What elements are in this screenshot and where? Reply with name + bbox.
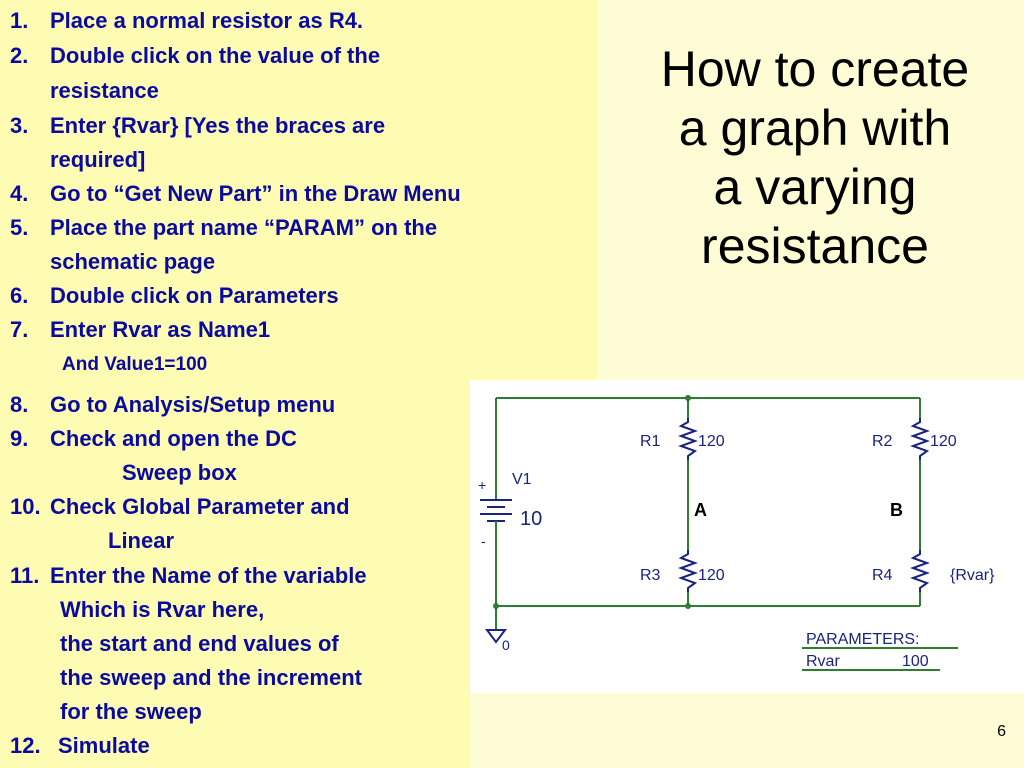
param-value: 100: [902, 653, 929, 670]
step-text: Go to Analysis/Setup menu: [50, 392, 336, 417]
step-text: the start and end values of: [60, 631, 339, 656]
step-number: 10.: [10, 494, 41, 519]
slide-title: [610, 40, 1020, 276]
step-number: 7.: [10, 317, 29, 342]
step-text: schematic page: [50, 249, 216, 274]
r1-name: R1: [640, 433, 661, 450]
step-number: 4.: [10, 181, 29, 206]
title-line: resistance: [701, 218, 929, 274]
step-text: Go to “Get New Part” in the Draw Menu: [50, 181, 461, 206]
v1-value: 10: [520, 508, 543, 530]
step-text: Simulate: [58, 733, 150, 758]
page-number: 6: [997, 723, 1006, 740]
step-text: the sweep and the increment: [60, 665, 362, 690]
step-number: 3.: [10, 113, 29, 138]
title-line: a graph with: [678, 100, 952, 156]
title-line: a varying: [713, 159, 917, 215]
step-number: 1.: [10, 8, 29, 33]
schematic-svg: [470, 380, 1024, 693]
step-text: Enter Rvar as Name1: [50, 317, 271, 342]
step-number: 2.: [10, 43, 29, 68]
step-text: required]: [50, 147, 146, 172]
plus-sign: +: [478, 477, 487, 493]
title-line: How to create: [660, 41, 970, 97]
step-number: 8.: [10, 392, 29, 417]
step-text: Check and open the DC: [50, 426, 297, 451]
r4-value: {Rvar}: [950, 567, 995, 584]
battery-symbol: [480, 500, 512, 528]
step-number: 9.: [10, 426, 29, 451]
r4-name: R4: [872, 567, 893, 584]
step-text: Enter the Name of the variable: [50, 563, 367, 588]
step-text: Place a normal resistor as R4.: [50, 8, 364, 33]
step-number: 11.: [10, 563, 40, 588]
step-text: for the sweep: [60, 699, 202, 724]
param-name: Rvar: [806, 653, 840, 670]
step-text: And Value1=100: [62, 354, 208, 375]
param-header: PARAMETERS:: [806, 631, 920, 648]
step-number: 12.: [10, 733, 41, 758]
minus-sign: -: [481, 533, 486, 549]
node-b-label: B: [890, 500, 903, 520]
step-text: Which is Rvar here,: [60, 597, 265, 622]
step-text: Place the part name “PARAM” on the: [50, 215, 438, 240]
r2-name: R2: [872, 433, 893, 450]
step-text: Enter {Rvar} [Yes the braces are: [50, 113, 386, 138]
step-text: Double click on the value of the: [50, 43, 381, 68]
r1-value: 120: [698, 433, 725, 450]
v1-name: V1: [512, 471, 532, 488]
ground-label: 0: [502, 637, 510, 653]
junction-dots: [493, 395, 691, 609]
step-number: 5.: [10, 215, 29, 240]
step-text: Double click on Parameters: [50, 283, 339, 308]
r3-value: 120: [698, 567, 725, 584]
step-text: Check Global Parameter and: [50, 494, 350, 519]
circuit-schematic: [470, 380, 1024, 693]
step-text: resistance: [50, 78, 159, 103]
r2-value: 120: [930, 433, 957, 450]
step-number: 6.: [10, 283, 29, 308]
step-text: Sweep box: [122, 460, 237, 485]
step-text: Linear: [108, 528, 175, 553]
node-a-label: A: [694, 500, 707, 520]
r3-name: R3: [640, 567, 661, 584]
